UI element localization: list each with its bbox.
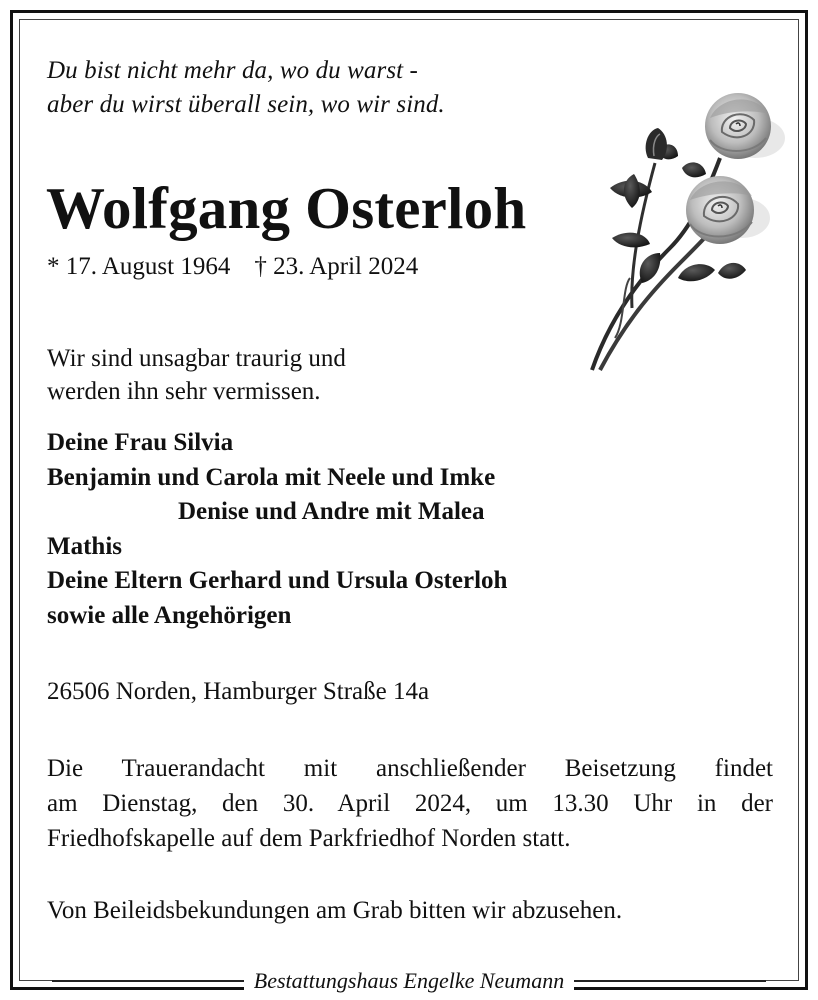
family-line-2: Benjamin und Carola mit Neele und Imke bbox=[47, 463, 496, 491]
life-dates bbox=[47, 252, 418, 282]
family-line-4: Mathis bbox=[47, 532, 122, 560]
death-date: † 23. April 2024 bbox=[254, 253, 419, 280]
deceased-name: Wolfgang Osterloh bbox=[46, 175, 527, 241]
footer-rule-right bbox=[574, 980, 766, 982]
motto-quote bbox=[47, 54, 445, 122]
condolence-text bbox=[47, 342, 346, 408]
service-line-1: Die Trauerandacht mit anschließender Beisetzung findet bbox=[47, 755, 773, 782]
family-line-5: Deine Eltern Gerhard und Ursula Osterloh bbox=[47, 567, 508, 594]
service-line-3: Friedhofskapelle auf dem Parkfriedhof Norden statt. bbox=[47, 825, 571, 852]
family-line-3: Denise und Andre mit Malea bbox=[178, 498, 485, 525]
funeral-service-info bbox=[47, 751, 773, 856]
motto-line-2: aber du wirst überall sein, wo wir sind. bbox=[47, 91, 445, 118]
closing-request: Von Beileidsbekundungen am Grab bitten wir abzusehen. bbox=[47, 897, 623, 924]
condolence-line-1: Wir sind unsagbar traurig und bbox=[47, 345, 346, 372]
family-address: 26506 Norden, Hamburger Straße 14a bbox=[47, 678, 430, 705]
roses-icon bbox=[570, 88, 800, 378]
family-line-1: Deine Frau Silvia bbox=[47, 429, 234, 456]
funeral-home-name: Bestattungshaus Engelke Neumann bbox=[244, 968, 574, 994]
birth-date: * 17. August 1964 bbox=[47, 253, 231, 280]
family-line-6: sowie alle Angehörigen bbox=[47, 601, 292, 629]
footer-rule-left bbox=[52, 980, 244, 982]
service-line-2: am Dienstag, den 30. April 2024, um 13.30 Uhr in der bbox=[47, 790, 773, 817]
footer bbox=[19, 966, 799, 996]
family-signatures bbox=[47, 426, 507, 633]
motto-line-1: Du bist nicht mehr da, wo du warst - bbox=[47, 57, 418, 84]
condolence-line-2: werden ihn sehr vermissen. bbox=[47, 378, 321, 405]
